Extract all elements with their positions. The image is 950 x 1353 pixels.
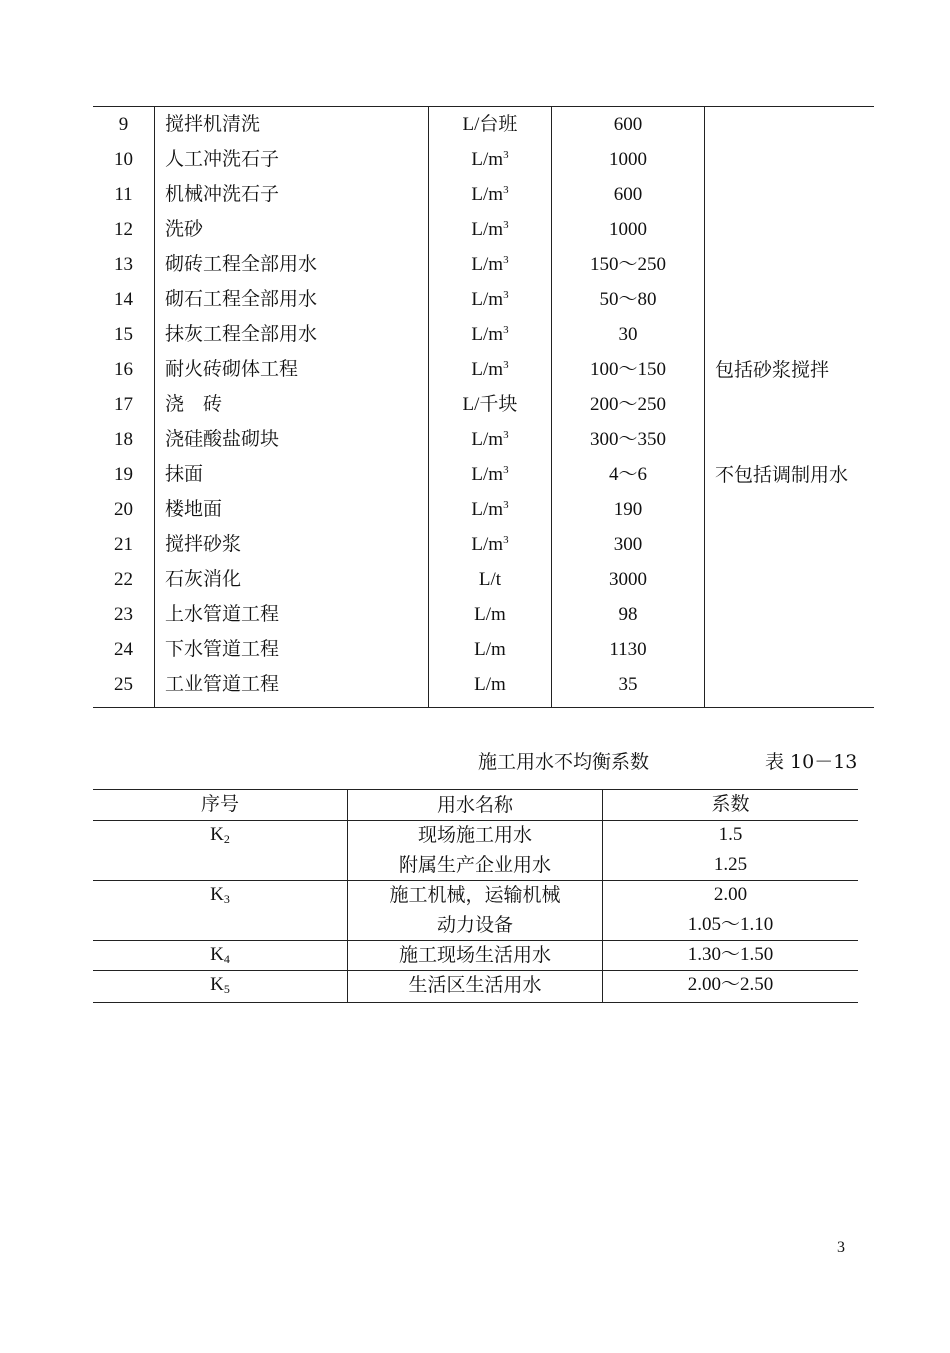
table-caption-number: 表 10－13 bbox=[765, 751, 858, 773]
header-index: 序号 bbox=[200, 794, 239, 815]
symbol-base: K bbox=[210, 824, 224, 845]
row-number: 24 bbox=[114, 639, 133, 660]
symbol-subscript: 5 bbox=[223, 982, 230, 996]
water-quota: 100～150 bbox=[589, 359, 666, 380]
work-item: 石灰消化 bbox=[165, 568, 242, 590]
table-row bbox=[93, 493, 874, 528]
unit-base: L/m bbox=[471, 149, 504, 170]
coefficient-value: 1.5 bbox=[718, 824, 743, 845]
unit-base: L/m bbox=[474, 604, 506, 625]
table-row bbox=[93, 633, 874, 668]
work-item: 搅拌砂浆 bbox=[165, 533, 242, 555]
water-quota: 35 bbox=[618, 674, 638, 695]
work-item: 工业管道工程 bbox=[165, 673, 280, 695]
work-item: 下水管道工程 bbox=[165, 638, 280, 660]
unit-exponent: 3 bbox=[503, 464, 509, 476]
row-number: 18 bbox=[114, 429, 133, 450]
water-quota: 50～80 bbox=[599, 289, 657, 310]
unit bbox=[429, 598, 551, 633]
work-item: 洗砂 bbox=[165, 218, 204, 240]
coefficient-symbol bbox=[93, 880, 347, 910]
coefficient-symbol bbox=[93, 940, 347, 970]
work-item: 机械冲洗石子 bbox=[165, 183, 280, 205]
table-row bbox=[93, 353, 874, 388]
coefficient-symbol bbox=[93, 970, 347, 1000]
water-use-name: 施工机械，运输机械 bbox=[389, 884, 561, 906]
water-quota: 600 bbox=[613, 114, 643, 135]
symbol-base: K bbox=[210, 974, 224, 995]
coefficient-symbol bbox=[93, 820, 347, 850]
row-number: 9 bbox=[118, 114, 129, 135]
water-quota: 200～250 bbox=[589, 394, 666, 415]
water-quota: 1000 bbox=[609, 219, 647, 240]
row-number: 11 bbox=[114, 184, 133, 205]
coefficient-table bbox=[93, 789, 858, 1003]
header-name: 用水名称 bbox=[436, 794, 513, 816]
remark: 包括砂浆搅拌 bbox=[715, 359, 830, 381]
symbol-subscript: 2 bbox=[223, 832, 230, 846]
table-row bbox=[93, 563, 874, 598]
row-number: 14 bbox=[114, 289, 133, 310]
unit-base: L/m bbox=[471, 464, 504, 485]
unit-exponent: 3 bbox=[503, 499, 509, 511]
table-row bbox=[93, 388, 874, 423]
unit-base: L/m bbox=[471, 499, 504, 520]
symbol-subscript: 3 bbox=[223, 892, 230, 906]
work-item: 浇 砖 bbox=[165, 393, 223, 415]
table-row bbox=[93, 178, 874, 213]
header-coefficient: 系数 bbox=[711, 794, 750, 815]
row-number: 17 bbox=[114, 394, 133, 415]
symbol-base: K bbox=[210, 884, 224, 905]
unit bbox=[429, 353, 551, 388]
unit-base: L/m bbox=[471, 289, 504, 310]
water-quota: 150～250 bbox=[589, 254, 666, 275]
unit-base: L/m bbox=[471, 184, 504, 205]
table-row bbox=[93, 318, 874, 353]
table-row bbox=[93, 143, 874, 178]
coefficient-value: 1.25 bbox=[713, 854, 748, 875]
unit-exponent: 3 bbox=[503, 184, 509, 196]
table-row bbox=[93, 668, 874, 703]
unit-base: L/m bbox=[471, 254, 504, 275]
symbol-subscript: 4 bbox=[223, 952, 230, 966]
table-row bbox=[93, 283, 874, 318]
table-row bbox=[93, 423, 874, 458]
unit bbox=[429, 563, 551, 598]
unit bbox=[429, 458, 551, 493]
unit-base: L/千块 bbox=[462, 394, 518, 415]
unit-exponent: 3 bbox=[503, 289, 509, 301]
work-item: 砌石工程全部用水 bbox=[165, 288, 318, 310]
unit-exponent: 3 bbox=[503, 254, 509, 266]
row-number: 21 bbox=[114, 534, 133, 555]
water-quota: 1130 bbox=[609, 639, 647, 660]
work-item: 浇硅酸盐砌块 bbox=[165, 428, 280, 450]
water-use-name: 附属生产企业用水 bbox=[398, 854, 551, 876]
unit-base: L/t bbox=[478, 569, 502, 590]
unit-exponent: 3 bbox=[503, 429, 509, 441]
row-number: 23 bbox=[114, 604, 133, 625]
unit bbox=[429, 423, 551, 458]
row-number: 25 bbox=[114, 674, 133, 695]
row-number: 12 bbox=[114, 219, 133, 240]
unit-base: L/m bbox=[471, 359, 504, 380]
water-use-name: 现场施工用水 bbox=[417, 824, 532, 846]
water-quota: 3000 bbox=[609, 569, 647, 590]
unit-base: L/m bbox=[471, 324, 504, 345]
unit-base: L/m bbox=[474, 674, 506, 695]
table-caption-title: 施工用水不均衡系数 bbox=[478, 751, 650, 773]
unit-exponent: 3 bbox=[503, 219, 509, 231]
row-number: 15 bbox=[114, 324, 133, 345]
unit bbox=[429, 668, 551, 703]
water-quota: 300～350 bbox=[589, 429, 666, 450]
work-item: 抹面 bbox=[165, 463, 204, 485]
unit bbox=[429, 388, 551, 423]
water-quota: 600 bbox=[613, 184, 643, 205]
work-item: 楼地面 bbox=[165, 498, 223, 520]
unit-base: L/m bbox=[471, 219, 504, 240]
unit-exponent: 3 bbox=[503, 324, 509, 336]
table-row bbox=[93, 213, 874, 248]
row-number: 20 bbox=[114, 499, 133, 520]
table-row bbox=[93, 598, 874, 633]
water-quota: 190 bbox=[613, 499, 643, 520]
unit-base: L/台班 bbox=[462, 114, 518, 135]
table-row bbox=[93, 458, 874, 493]
unit bbox=[429, 108, 551, 143]
water-use-name: 动力设备 bbox=[436, 914, 513, 936]
unit bbox=[429, 528, 551, 563]
unit-exponent: 3 bbox=[503, 534, 509, 546]
work-item: 耐火砖砌体工程 bbox=[165, 358, 299, 380]
row-number: 10 bbox=[114, 149, 133, 170]
unit-exponent: 3 bbox=[503, 359, 509, 371]
water-quota: 4～6 bbox=[608, 464, 647, 485]
coefficient-value: 1.30～1.50 bbox=[687, 944, 774, 965]
water-use-name: 生活区生活用水 bbox=[408, 974, 542, 996]
unit-base: L/m bbox=[471, 534, 504, 555]
row-number: 13 bbox=[114, 254, 133, 275]
coefficient-value: 2.00～2.50 bbox=[687, 974, 774, 995]
coefficient-value: 1.05～1.10 bbox=[687, 914, 774, 935]
water-use-name: 施工现场生活用水 bbox=[398, 944, 551, 966]
unit bbox=[429, 493, 551, 528]
unit bbox=[429, 213, 551, 248]
unit bbox=[429, 283, 551, 318]
row-number: 16 bbox=[114, 359, 133, 380]
unit-exponent: 3 bbox=[503, 149, 509, 161]
page-number: 3 bbox=[837, 1239, 845, 1256]
water-quota: 300 bbox=[613, 534, 643, 555]
unit bbox=[429, 143, 551, 178]
remark: 不包括调制用水 bbox=[715, 464, 849, 486]
symbol-base: K bbox=[210, 944, 224, 965]
work-item: 抹灰工程全部用水 bbox=[165, 323, 318, 345]
work-item: 搅拌机清洗 bbox=[165, 113, 261, 135]
coefficient-value: 2.00 bbox=[713, 884, 748, 905]
row-number: 22 bbox=[114, 569, 133, 590]
work-item: 砌砖工程全部用水 bbox=[165, 253, 318, 275]
water-use-table bbox=[93, 106, 874, 708]
unit bbox=[429, 178, 551, 213]
table-row bbox=[93, 248, 874, 283]
row-number: 19 bbox=[114, 464, 133, 485]
unit-base: L/m bbox=[474, 639, 506, 660]
water-quota: 1000 bbox=[609, 149, 647, 170]
table-row bbox=[93, 528, 874, 563]
water-quota: 30 bbox=[618, 324, 638, 345]
table-row bbox=[93, 108, 874, 143]
work-item: 人工冲洗石子 bbox=[165, 148, 280, 170]
unit bbox=[429, 248, 551, 283]
unit-base: L/m bbox=[471, 429, 504, 450]
unit bbox=[429, 318, 551, 353]
work-item: 上水管道工程 bbox=[165, 603, 280, 625]
water-quota: 98 bbox=[618, 604, 638, 625]
unit bbox=[429, 633, 551, 668]
